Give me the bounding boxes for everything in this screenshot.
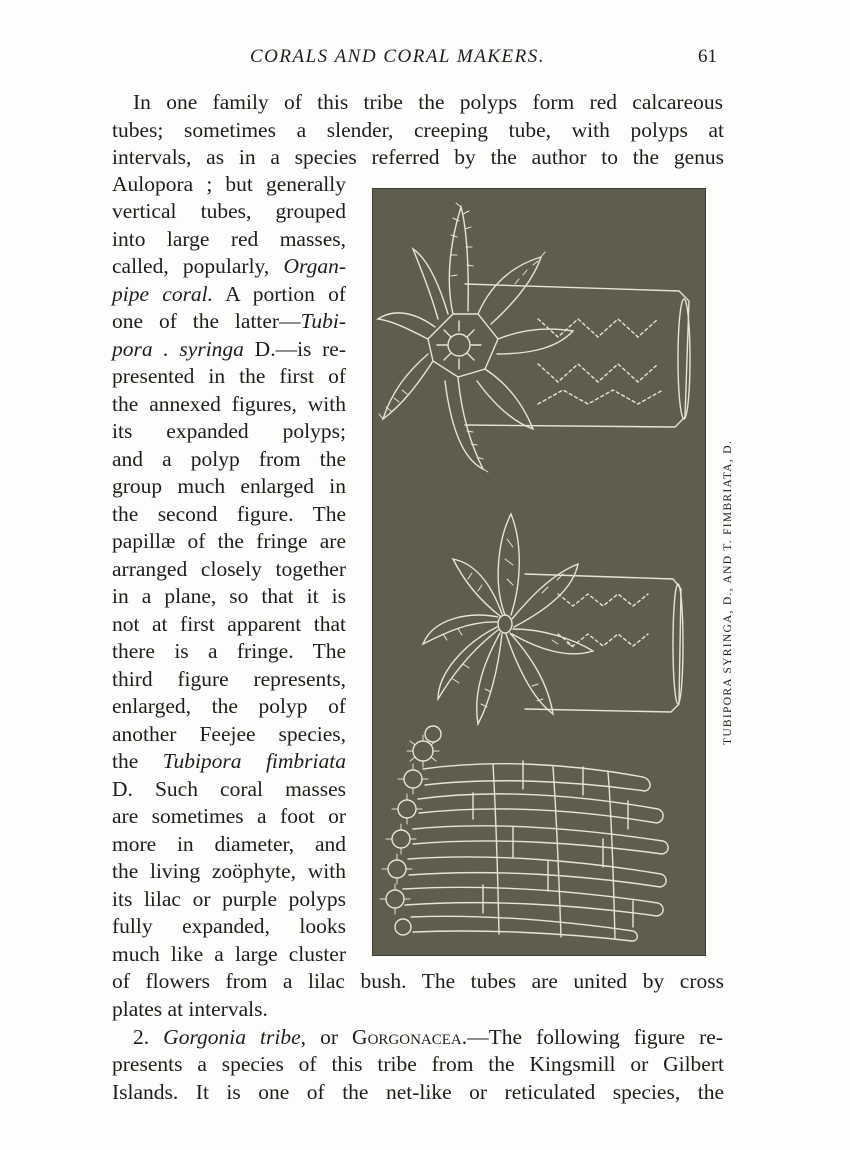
text-line: there is a fringe. The [112, 639, 346, 663]
text-line: third figure represents, [112, 667, 346, 691]
text-line: plates at intervals. [112, 997, 268, 1021]
text-line: of flowers from a lilac bush. The tubes are united by cross [112, 969, 724, 993]
figure-2-enlarged-polyp [423, 514, 683, 724]
text-line: another Feejee species, [112, 722, 346, 746]
text-line: one of the latter—Tubi- [112, 309, 346, 333]
section-heading-line: 2. Gorgonia tribe, or Gorgonacea.—The following figure re- [133, 1025, 723, 1049]
text-line: its lilac or purple polyps [112, 887, 346, 911]
text-line: group much enlarged in [112, 474, 346, 498]
text-line: its expanded polyps; [112, 419, 346, 443]
text-line: tubes; sometimes a slender, creeping tube, with polyps at [112, 118, 724, 142]
running-title: CORALS AND CORAL MAKERS. [250, 46, 545, 67]
text-line: the annexed figures, with [112, 392, 346, 416]
text-line: Aulopora ; but generally [112, 172, 346, 196]
text-line: arranged closely together [112, 557, 346, 581]
text-line: In one family of this tribe the polyps form red calcareous [133, 90, 723, 114]
text-line: much like a large cluster [112, 942, 346, 966]
text-line: called, popularly, Organ- [112, 254, 346, 278]
text-line: papillæ of the fringe are [112, 529, 346, 553]
text-line: are sometimes a foot or [112, 804, 346, 828]
text-line: intervals, as in a species referred by the author to the genus [112, 145, 724, 169]
text-line: pora . syringa D.—is re- [112, 337, 346, 361]
text-line: pipe coral. A portion of [112, 282, 346, 306]
engraving-plate [372, 188, 706, 956]
text-line: into large red masses, [112, 227, 346, 251]
text-line: more in diameter, and [112, 832, 346, 856]
text-line: vertical tubes, grouped [112, 199, 346, 223]
text-line: the second figure. The [112, 502, 346, 526]
text-line: presents a species of this tribe from the Kingsmill or Gilbert [112, 1052, 724, 1076]
figure-1-syringa [378, 203, 690, 472]
text-line: fully expanded, looks [112, 914, 346, 938]
plate-caption: TUBIPORA SYRINGA, D., AND T. FIMBRIATA, D. [722, 440, 734, 745]
figure-3-fimbriata [380, 726, 668, 941]
text-line: not at first apparent that [112, 612, 346, 636]
text-line: in a plane, so that it is [112, 584, 346, 608]
text-line: presented in the first of [112, 364, 346, 388]
text-line: the living zoöphyte, with [112, 859, 346, 883]
page-number: 61 [698, 46, 717, 67]
text-line: and a polyp from the [112, 447, 346, 471]
text-line: enlarged, the polyp of [112, 694, 346, 718]
text-line: the Tubipora fimbriata [112, 749, 346, 773]
text-line: Islands. It is one of the net-like or reticulated species, the [112, 1080, 724, 1104]
tubipora-illustration [373, 189, 705, 955]
text-line: D. Such coral masses [112, 777, 346, 801]
